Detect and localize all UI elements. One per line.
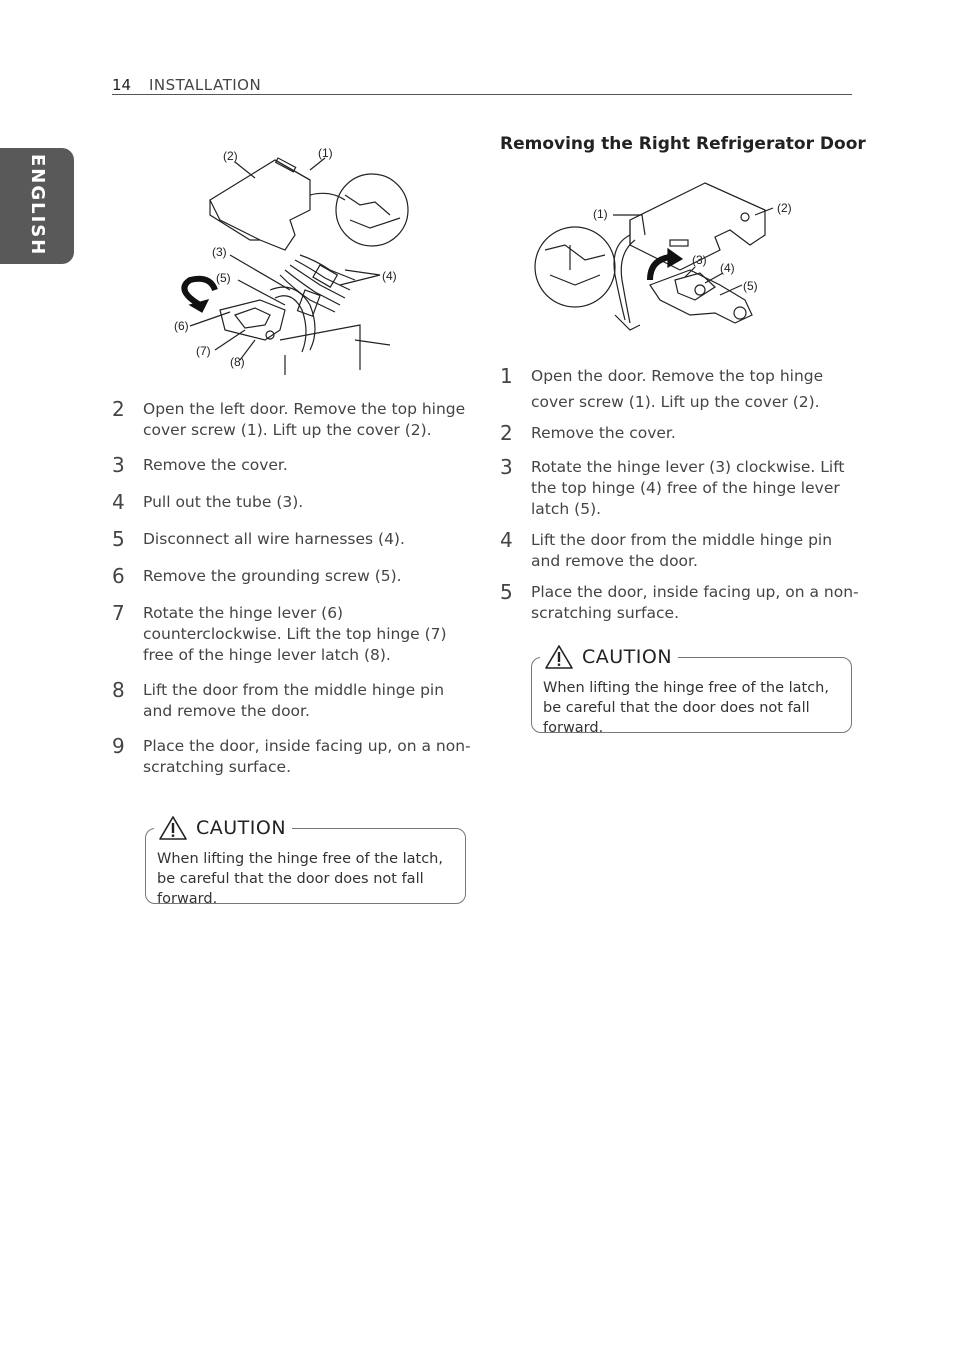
- step-number: 5: [112, 527, 125, 551]
- list-item: [112, 566, 472, 587]
- left-callout-4: (4): [382, 269, 397, 283]
- step-text: Lift the door from the middle hinge pin and remove the door.: [531, 531, 833, 570]
- list-item: [112, 529, 472, 550]
- left-hinge-drawing: [160, 140, 420, 380]
- caution-label: CAUTION: [582, 646, 673, 668]
- caution-text: When lifting the hinge free of the latch, be careful that the door does not fall forward.: [157, 851, 443, 907]
- step-number: 9: [112, 734, 125, 758]
- step-text: Lift the door from the middle hinge pin and remove the door.: [143, 681, 445, 720]
- list-item: [500, 457, 861, 520]
- step-number: 1: [500, 364, 513, 388]
- right-door-heading: Removing the Right Refrigerator Door: [500, 134, 866, 154]
- step-text: Open the left door. Remove the top hinge cover screw (1). Lift up the cover (2).: [143, 400, 466, 439]
- step-text: Place the door, inside facing up, on a non-scratching surface.: [531, 583, 859, 622]
- step-number: 6: [112, 564, 125, 588]
- right-callout-3: (3): [692, 253, 707, 267]
- list-item: [112, 492, 472, 513]
- list-item: [500, 530, 860, 572]
- language-tab: [0, 148, 74, 264]
- warning-icon: [158, 815, 188, 841]
- step-text: Disconnect all wire harnesses (4).: [143, 530, 405, 548]
- left-callout-1: (1): [318, 146, 333, 160]
- step-text: Rotate the hinge lever (3) clockwise. Lift the top hinge (4) free of the hinge lever latch (5).: [531, 458, 845, 518]
- left-door-hinge-illustration: [160, 140, 420, 380]
- left-callout-8: (8): [230, 355, 245, 369]
- step-number: 8: [112, 678, 125, 702]
- right-caution-box: [531, 646, 852, 736]
- step-text: Pull out the tube (3).: [143, 493, 304, 511]
- step-text: Remove the grounding screw (5).: [143, 567, 402, 585]
- caution-text: When lifting the hinge free of the latch, be careful that the door does not fall forward.: [543, 680, 829, 736]
- step-number: 4: [112, 490, 125, 514]
- right-hinge-drawing: [530, 175, 810, 335]
- step-text: Remove the cover.: [143, 456, 288, 474]
- right-callout-1: (1): [593, 207, 608, 221]
- list-item: [500, 423, 860, 444]
- step-text: Remove the cover.: [531, 424, 676, 442]
- section-title: INSTALLATION: [149, 76, 262, 94]
- page-header: [112, 74, 852, 95]
- step-number: 3: [500, 455, 513, 479]
- right-callout-5: (5): [743, 279, 758, 293]
- list-item: [500, 582, 861, 624]
- list-item: [112, 399, 472, 441]
- step-number: 4: [500, 528, 513, 552]
- step-text: Rotate the hinge lever (6) counterclockwise. Lift the top hinge (7) free of the hinge lever latch (8).: [143, 604, 447, 664]
- list-item: [112, 736, 473, 778]
- step-text: Open the door. Remove the top hinge cover screw (1). Lift up the cover (2).: [531, 367, 824, 411]
- list-item: [112, 603, 453, 666]
- left-callout-7: (7): [196, 344, 211, 358]
- caution-header: [540, 642, 678, 672]
- left-callout-3: (3): [212, 245, 227, 259]
- caution-label: CAUTION: [196, 817, 287, 839]
- step-number: 5: [500, 580, 513, 604]
- left-callout-5: (5): [216, 271, 231, 285]
- right-callout-4: (4): [720, 261, 735, 275]
- left-callout-2: (2): [223, 149, 238, 163]
- list-item: [112, 455, 472, 476]
- caution-header: [154, 813, 292, 843]
- left-steps-list: [112, 399, 472, 778]
- right-steps-list: [500, 363, 860, 624]
- right-door-hinge-illustration: [530, 175, 810, 335]
- step-number: 3: [112, 453, 125, 477]
- left-callout-6: (6): [174, 319, 189, 333]
- step-number: 2: [500, 421, 513, 445]
- language-tab-label: ENGLISH: [27, 154, 48, 257]
- step-number: 2: [112, 397, 125, 421]
- list-item: [112, 680, 472, 722]
- step-number: 7: [112, 601, 125, 625]
- right-callout-2: (2): [777, 201, 792, 215]
- left-caution-box: [145, 817, 466, 907]
- list-item: [500, 363, 851, 415]
- warning-icon: [544, 644, 574, 670]
- step-text: Place the door, inside facing up, on a non-scratching surface.: [143, 737, 471, 776]
- page-number: 14: [112, 76, 132, 94]
